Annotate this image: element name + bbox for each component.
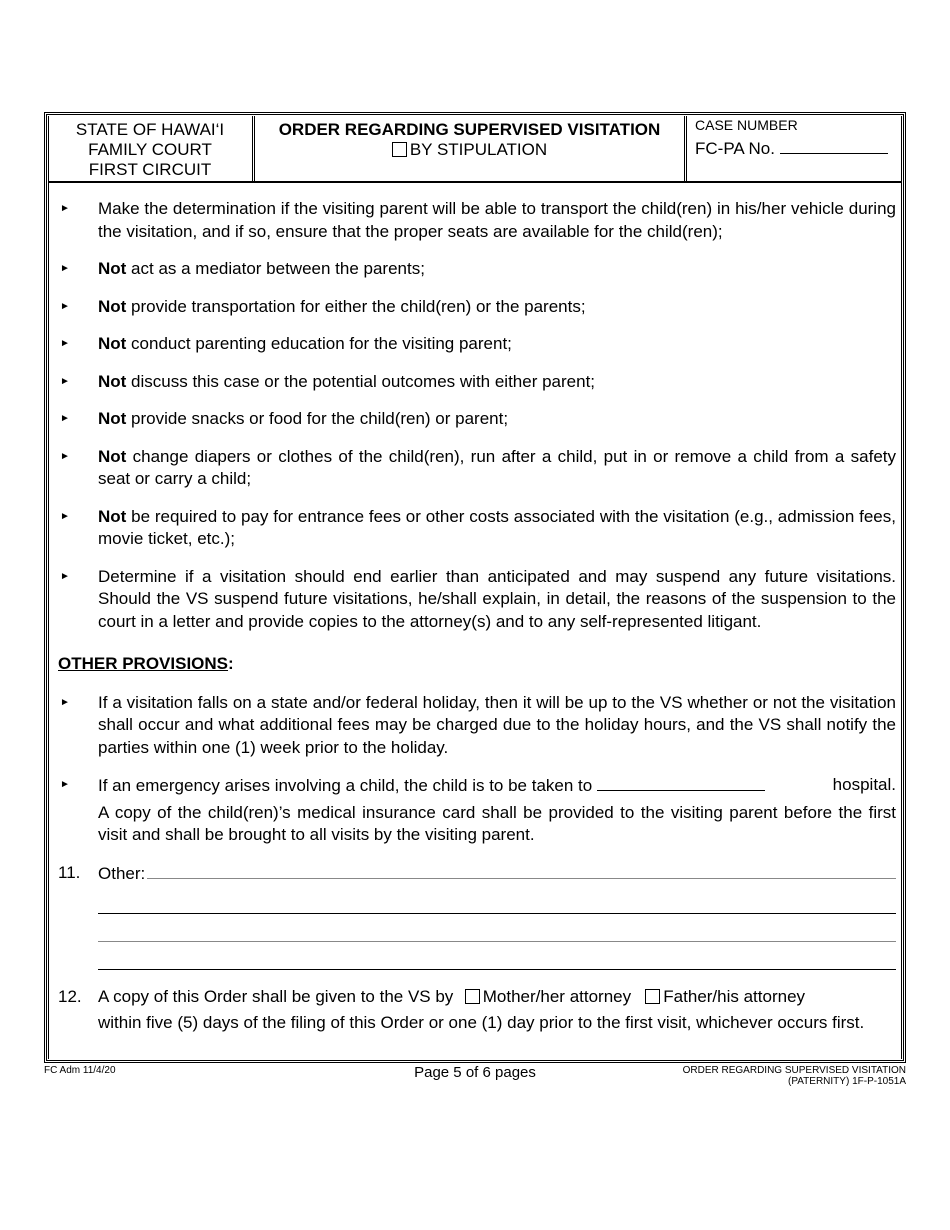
other-line-3[interactable] — [98, 914, 896, 942]
case-number-block — [687, 116, 902, 181]
list-item — [58, 296, 896, 319]
list-item — [58, 774, 896, 847]
form-code: (PATERNITY) 1F-P-1051A — [788, 1076, 906, 1087]
item-text: provide snacks or food for the child(ren) or parent; — [126, 409, 509, 428]
bullet-icon: ► — [60, 696, 70, 708]
item-text: discuss this case or the potential outcomes with either parent; — [126, 371, 596, 391]
item-11 — [58, 862, 896, 886]
emergency-end: hospital. — [832, 775, 896, 794]
other-row — [98, 862, 896, 886]
court-circuit: FIRST CIRCUIT — [88, 160, 212, 179]
item-text: conduct parenting education for the visiting parent; — [126, 334, 512, 353]
bullet-icon: ► — [60, 375, 70, 387]
hospital-field[interactable] — [597, 774, 765, 791]
item-text: Make the determination if the visiting parent will be able to transport the child(ren) in his/her vehicle during the visitation, and if so, ensure that the proper seats are available for the child(ren); — [98, 199, 896, 241]
bullet-icon: ► — [60, 338, 70, 349]
other-label: Other: — [98, 863, 146, 883]
page-number: Page 5 of 6 pages — [414, 1064, 536, 1081]
insurance-text: A copy of the child(ren)’s medical insurance card shall be provided to the visiting parent before the first visit and shall be brought to all visits by the visiting parent. — [98, 802, 896, 844]
list-item — [58, 506, 896, 551]
mother-checkbox[interactable] — [465, 989, 480, 1004]
case-number-row — [695, 139, 902, 159]
form-date: FC Adm 11/4/20 — [44, 1065, 116, 1076]
list-item — [58, 408, 896, 431]
item-text: change diapers or clothes of the child(ren), run after a child, put in or remove a child from a safety seat or carry a child; — [98, 446, 896, 488]
heading-colon: : — [228, 654, 234, 673]
item-bold: Not — [98, 506, 127, 526]
section-heading — [58, 653, 896, 676]
other-line-4[interactable] — [98, 942, 896, 970]
bullet-icon: ► — [60, 203, 70, 214]
list-item — [58, 446, 896, 491]
form-body — [58, 198, 896, 1034]
case-number-field[interactable] — [780, 139, 888, 154]
item-number: 12. — [58, 987, 82, 1006]
stipulation-option — [255, 140, 684, 160]
stipulation-checkbox[interactable] — [392, 142, 407, 157]
document-title: ORDER REGARDING SUPERVISED VISITATION — [278, 120, 661, 139]
emergency-row — [98, 774, 896, 798]
stipulation-label: BY STIPULATION — [409, 140, 548, 159]
list-item — [58, 333, 896, 356]
form-identifier — [683, 1065, 906, 1087]
court-block — [48, 116, 255, 181]
item-bold: Not — [98, 409, 127, 428]
form-header — [48, 116, 902, 183]
father-checkbox[interactable] — [645, 989, 660, 1004]
bullet-icon: ► — [60, 450, 70, 462]
item-text: provide transportation for either the child(ren) or the parents; — [126, 296, 586, 316]
case-number-label: CASE NUMBER — [695, 117, 798, 133]
bullet-icon: ► — [60, 570, 70, 582]
title-block — [255, 116, 687, 181]
father-option-label: Father/his attorney — [663, 987, 806, 1006]
list-item — [58, 198, 896, 243]
item-text: be required to pay for entrance fees or other costs associated with the visitation (e.g., admission fees, movie ticket, etc.); — [98, 506, 896, 548]
item-bold: Not — [98, 446, 127, 466]
list-item — [58, 371, 896, 394]
list-item — [58, 258, 896, 281]
item-text: Determine if a visitation should end earlier than anticipated and may suspend any future visitations. Should the VS suspend future visitations, he/shall explain, in detail, the reasons of the suspension to the court in a letter and provide copies to the attorney(s) and to any self-represented litigant. — [98, 566, 896, 631]
item-bold: Not — [98, 334, 127, 353]
item-number: 11. — [58, 862, 81, 882]
mother-option-label: Mother/her attorney — [482, 987, 632, 1006]
list-item — [58, 692, 896, 760]
court-state: STATE OF HAWAI‘I — [75, 120, 225, 139]
form-title: ORDER REGARDING SUPERVISED VISITATION — [682, 1065, 906, 1076]
list-item — [58, 566, 896, 634]
bullet-icon: ► — [60, 779, 70, 790]
bullet-icon: ► — [60, 510, 70, 522]
emergency-text: If an emergency arises involving a child, the child is to be taken to — [98, 776, 593, 795]
other-field[interactable] — [147, 862, 896, 879]
item-bold: Not — [98, 259, 127, 278]
item-bold: Not — [98, 371, 127, 391]
item-12 — [58, 986, 896, 1034]
court-division: FAMILY COURT — [88, 140, 212, 159]
other-line-2[interactable] — [98, 885, 896, 914]
holiday-text: If a visitation falls on a state and/or federal holiday, then it will be up to the VS whether or not the visitation shall occur and what additional fees may be charged due to the holiday hours, and the VS shall notify the parties within one (1) week prior to the holiday. — [98, 692, 896, 757]
bullet-icon: ► — [60, 300, 70, 312]
copy-order-deadline: within five (5) days of the filing of this Order or one (1) day prior to the first visit, whichever occurs first. — [98, 1012, 865, 1032]
bullet-icon: ► — [60, 263, 70, 274]
item-bold: Not — [98, 296, 127, 316]
copy-order-text: A copy of this Order shall be given to the VS by — [98, 987, 454, 1006]
bullet-icon: ► — [60, 413, 70, 424]
item-text: act as a mediator between the parents; — [126, 259, 425, 278]
other-provisions-heading: OTHER PROVISIONS — [58, 654, 229, 673]
case-prefix: FC-PA No. — [695, 139, 775, 158]
item-12-first-line — [98, 986, 896, 1009]
